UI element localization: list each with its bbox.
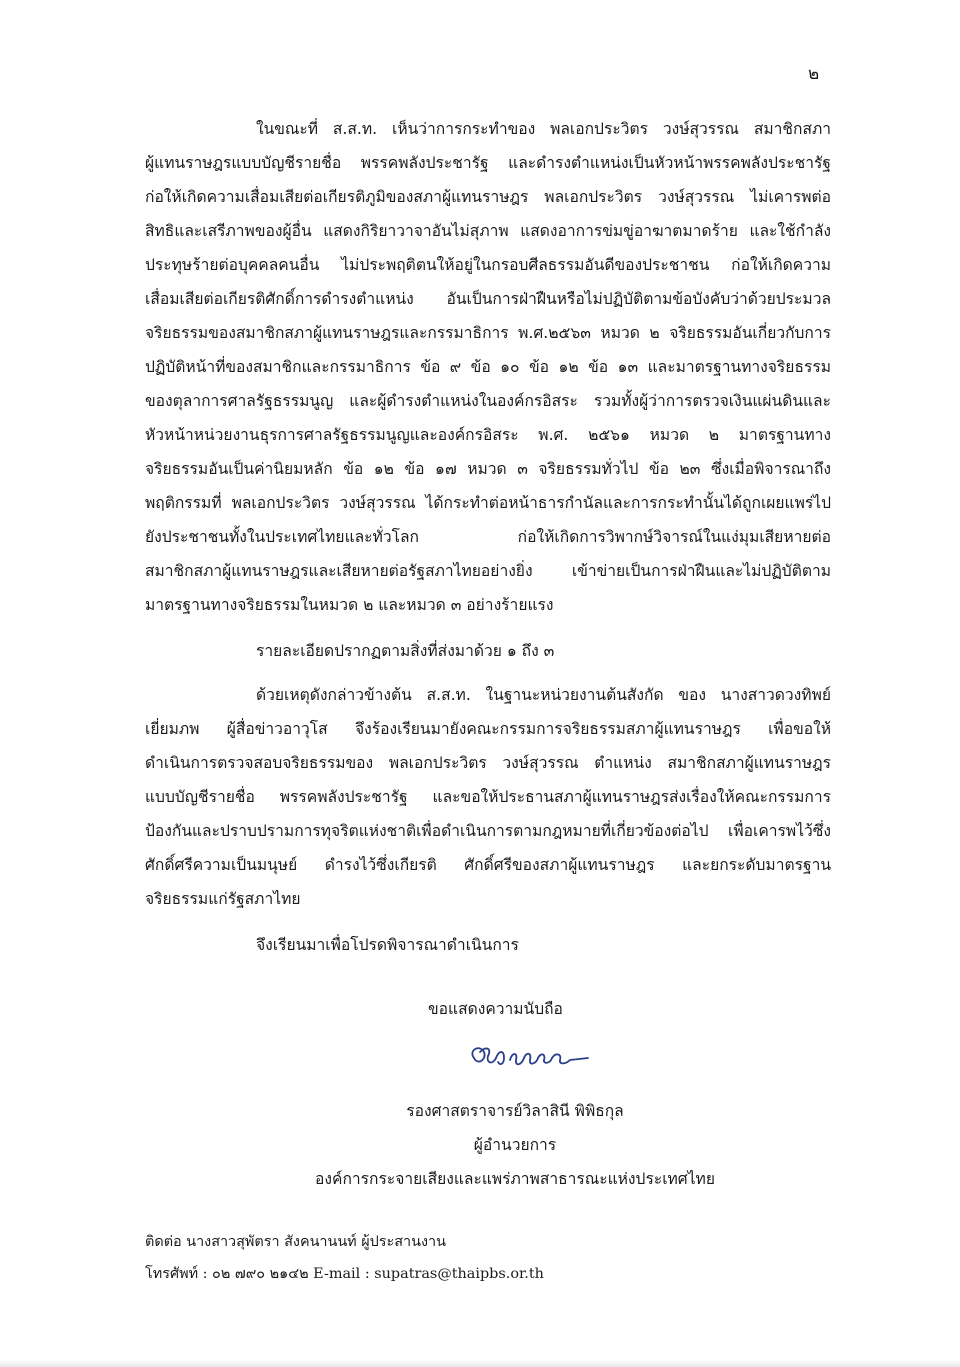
text-line: พฤติกรรมที่ พลเอกประวิตร วงษ์สุวรรณ ได้กระทำต่อหน้าธารกำนัลและการกระทำนั้นได้ถูกเผยแพร่ไป	[145, 494, 831, 512]
text-line: ดำเนินการตรวจสอบจริยธรรมของ พลเอกประวิตร วงษ์สุวรรณ ตำแหน่ง สมาชิกสภาผู้แทนราษฎร	[145, 754, 831, 772]
text-line: ด้วยเหตุดังกล่าวข้างต้น ส.ส.ท. ในฐานะหน่วยงานต้นสังกัด ของ นางสาวดวงทิพย์	[256, 686, 831, 704]
signer-position: ผู้อำนวยการ	[473, 1136, 557, 1154]
text-line: หัวหน้าหน่วยงานธุรการศาลรัฐธรรมนูญและองค์กรอิสระ พ.ศ. ๒๕๖๑ หมวด ๒ มาตรฐานทาง	[145, 426, 831, 444]
signature	[466, 1040, 596, 1080]
text-line: ป้องกันและปราบปรามการทุจริตแห่งชาติเพื่อดำเนินการตามกฎหมายที่เกี่ยวข้องต่อไป เพื่อเคารพไว้ซึ่ง	[145, 822, 831, 840]
contact-phone-email: โทรศัพท์ : ๐๒ ๗๙๐ ๒๑๔๒ E-mail : supatras@thaipbs.or.th	[145, 1266, 544, 1282]
text-line: สิทธิและเสรีภาพของผู้อื่น แสดงกิริยาวาจาอันไม่สุภาพ แสดงอาการข่มขู่อาฆาตมาดร้าย และใช้กำลัง	[145, 222, 831, 240]
text-line: เยี่ยมภพ ผู้สื่อข่าวอาวุโส จึงร้องเรียนมายังคณะกรรมการจริยธรรมสภาผู้แทนราษฎร เพื่อขอให้	[145, 720, 831, 738]
page-number: ๒	[808, 64, 820, 84]
text-line: เสื่อมเสียต่อเกียรติศักดิ์การดำรงตำแหน่ง อันเป็นการฝ่าฝืนหรือไม่ปฏิบัติตามข้อบังคับว่าด้วยประมวล	[145, 290, 831, 308]
text-line: จริยธรรมแก่รัฐสภาไทย	[145, 890, 301, 908]
text-line: ประทุษร้ายต่อบุคคลคนอื่น ไม่ประพฤติตนให้อยู่ในกรอบศีลธรรมอันดีของประชาชน ก่อให้เกิดความ	[145, 256, 831, 274]
text-line: ของตุลาการศาลรัฐธรรมนูญ และผู้ดำรงตำแหน่งในองค์กรอิสระ รวมทั้งผู้ว่าการตรวจเงินแผ่นดินและ	[145, 392, 831, 410]
text-line: ในขณะที่ ส.ส.ท. เห็นว่าการกระทำของ พลเอกประวิตร วงษ์สุวรรณ สมาชิกสภา	[256, 120, 831, 138]
signature-scribble	[466, 1040, 596, 1076]
contact-person: ติดต่อ นางสาวสุพัตรา สังคนานนท์ ผู้ประสานงาน	[145, 1234, 446, 1250]
signer-organization: องค์การกระจายเสียงและแพร่ภาพสาธารณะแห่งประเทศไทย	[315, 1170, 715, 1188]
text-line: ศักดิ์ศรีความเป็นมนุษย์ ดำรงไว้ซึ่งเกียรติ ศักดิ์ศรีของสภาผู้แทนราษฎร และยกระดับมาตรฐาน	[145, 856, 831, 874]
page-bottom-edge	[0, 1360, 960, 1367]
text-line: แบบบัญชีรายชื่อ พรรคพลังประชารัฐ และขอให้ประธานสภาผู้แทนราษฎรส่งเรื่องให้คณะกรรมการ	[145, 788, 831, 806]
closing-salutation: ขอแสดงความนับถือ	[428, 1000, 563, 1018]
signer-name: รองศาสตราจารย์วิลาสินี พิพิธกุล	[406, 1102, 624, 1120]
text-line: ก่อให้เกิดความเสื่อมเสียต่อเกียรติภูมิของสภาผู้แทนราษฎร พลเอกประวิตร วงษ์สุวรรณ ไม่เคารพต่อ	[145, 188, 831, 206]
text-line: สมาชิกสภาผู้แทนราษฎรและเสียหายต่อรัฐสภาไทยอย่างยิ่ง เข้าข่ายเป็นการฝ่าฝืนและไม่ปฏิบัติตาม	[145, 562, 831, 580]
text-line: มาตรฐานทางจริยธรรมในหมวด ๒ และหมวด ๓ อย่างร้ายแรง	[145, 596, 554, 614]
text-line: จริยธรรมของสมาชิกสภาผู้แทนราษฎรและกรรมาธิการ พ.ศ.๒๕๖๓ หมวด ๒ จริยธรรมอันเกี่ยวกับการ	[145, 324, 831, 342]
attachment-note: รายละเอียดปรากฏตามสิ่งที่ส่งมาด้วย ๑ ถึง ๓	[256, 642, 555, 660]
text-line: ปฏิบัติหน้าที่ของสมาชิกและกรรมาธิการ ข้อ ๙ ข้อ ๑๐ ข้อ ๑๒ ข้อ ๑๓ และมาตรฐานทางจริยธรรม	[145, 358, 831, 376]
text-line: จริยธรรมอันเป็นค่านิยมหลัก ข้อ ๑๒ ข้อ ๑๗ หมวด ๓ จริยธรรมทั่วไป ข้อ ๒๓ ซึ่งเมื่อพิจารณาถึง	[145, 460, 831, 478]
text-line: ยังประชาชนทั้งในประเทศไทยและทั่วโลก ก่อให้เกิดการวิพากษ์วิจารณ์ในแง่มุมเสียหายต่อ	[145, 528, 831, 546]
request-line: จึงเรียนมาเพื่อโปรดพิจารณาดำเนินการ	[256, 936, 519, 954]
text-line: ผู้แทนราษฎรแบบบัญชีรายชื่อ พรรคพลังประชารัฐ และดำรงตำแหน่งเป็นหัวหน้าพรรคพลังประชารัฐ	[145, 154, 831, 172]
